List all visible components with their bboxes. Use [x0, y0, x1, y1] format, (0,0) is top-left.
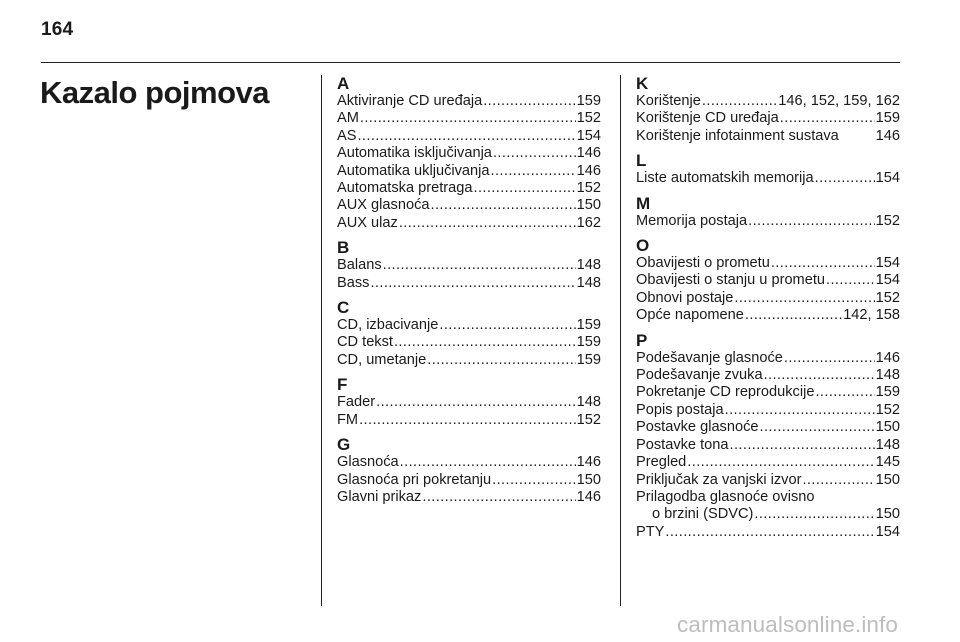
- index-page-numbers: 146: [576, 454, 601, 471]
- dot-leader: [370, 275, 575, 292]
- index-entry: [636, 350, 900, 367]
- index-term: Balans: [337, 257, 382, 274]
- index-entry: [337, 317, 601, 334]
- index-page-numbers: 148: [875, 367, 900, 384]
- index-term: CD, izbacivanje: [337, 317, 439, 334]
- index-entry: [636, 110, 900, 127]
- index-term: Priključak za vanjski izvor: [636, 471, 802, 488]
- watermark: carmanualsonline.info: [677, 612, 898, 637]
- index-term: Postavke glasnoće: [636, 419, 759, 436]
- index-entry: [337, 163, 601, 180]
- index-page-numbers: 148: [875, 436, 900, 453]
- index-page-numbers: 146: [576, 162, 601, 179]
- index-page-numbers: 150: [875, 419, 900, 436]
- dot-leader: [784, 350, 875, 367]
- index-term: AS: [337, 127, 357, 144]
- dot-leader: [399, 215, 576, 232]
- index-letter-heading: C: [337, 298, 350, 318]
- dot-leader: [687, 454, 874, 471]
- dot-leader: [422, 489, 575, 506]
- index-page-numbers: 146: [576, 145, 601, 162]
- index-page-numbers: 154: [576, 127, 601, 144]
- dot-leader: [665, 524, 874, 541]
- index-page-numbers: 152: [576, 411, 601, 428]
- index-entry: [337, 489, 601, 506]
- index-page-numbers: 152: [875, 401, 900, 418]
- index-letter-heading: B: [337, 238, 350, 258]
- index-term: PTY: [636, 523, 665, 540]
- index-entry: [337, 352, 601, 369]
- dot-leader: [376, 394, 576, 411]
- index-entry: [337, 454, 601, 471]
- index-term: Automatska pretraga: [337, 180, 473, 197]
- index-page-numbers: 159: [576, 334, 601, 351]
- index-page-numbers: 162: [576, 214, 601, 231]
- dot-leader: [734, 290, 874, 307]
- index-page-numbers: 148: [576, 394, 601, 411]
- index-page-numbers: 154: [875, 170, 900, 187]
- index-entry: [337, 215, 601, 232]
- dot-leader: [815, 384, 874, 401]
- index-letter-heading: G: [337, 435, 351, 455]
- index-entry: [337, 472, 601, 489]
- index-term: Podešavanje glasnoće: [636, 349, 783, 366]
- index-letter-heading: A: [337, 74, 350, 93]
- index-term: Automatika isključivanja: [337, 145, 492, 162]
- index-term: Fader: [337, 394, 376, 411]
- index-term: Glasnoća: [337, 454, 399, 471]
- index-page-numbers: 159: [875, 384, 900, 401]
- dot-leader: [492, 472, 576, 489]
- index-page-numbers: 159: [576, 93, 601, 109]
- index-term: CD tekst: [337, 334, 393, 351]
- header-rule: [41, 62, 900, 63]
- dot-leader: [400, 454, 576, 471]
- index-entry: [337, 110, 601, 127]
- index-entry: [337, 257, 601, 274]
- index-page-numbers: 148: [576, 257, 601, 274]
- index-entry: [636, 170, 900, 187]
- dot-leader: [473, 180, 575, 197]
- dot-leader: [815, 170, 875, 187]
- column-divider: [321, 75, 322, 606]
- index-term: Postavke tona: [636, 436, 729, 453]
- index-term: Obnovi postaje: [636, 289, 734, 306]
- index-term: Prilagodba glasnoće ovisno: [636, 488, 815, 505]
- index-letter-heading: F: [337, 375, 348, 395]
- index-entry: [337, 180, 601, 197]
- index-page-numbers: 154: [875, 272, 900, 289]
- dot-leader: [394, 334, 576, 351]
- index-page-numbers: 150: [576, 197, 601, 214]
- index-entry: [337, 128, 601, 145]
- index-term: Obavijesti o stanju u prometu: [636, 272, 826, 289]
- index-entry: [337, 394, 601, 411]
- index-entry: [636, 128, 900, 145]
- index-term: AUX ulaz: [337, 214, 398, 231]
- index-entry: [337, 145, 601, 162]
- dot-leader: [730, 437, 875, 454]
- dot-leader: [491, 163, 576, 180]
- dot-leader: [802, 472, 874, 489]
- dot-leader: [771, 255, 875, 272]
- index-term: AUX glasnoća: [337, 197, 430, 214]
- index-entry: [636, 524, 900, 541]
- index-page-numbers: 152: [576, 110, 601, 127]
- dot-leader: [483, 93, 575, 110]
- index-page-numbers: 152: [875, 212, 900, 229]
- column-divider: [620, 75, 621, 606]
- index-entry: [337, 412, 601, 429]
- dot-leader: [764, 367, 875, 384]
- index-page-numbers: 152: [576, 180, 601, 197]
- index-page-numbers: 146, 152, 159, 162: [778, 93, 900, 109]
- dot-leader: [780, 110, 875, 127]
- dot-leader: [383, 257, 576, 274]
- index-term: Glavni prikaz: [337, 488, 422, 505]
- index-term: FM: [337, 411, 359, 428]
- index-entry: [636, 213, 900, 230]
- index-entry: [636, 272, 900, 289]
- dot-leader: [702, 93, 777, 110]
- index-entry: [636, 472, 900, 489]
- index-page-numbers: 150: [875, 506, 900, 523]
- dot-leader: [760, 419, 875, 436]
- dot-leader: [439, 317, 575, 334]
- dot-leader: [745, 307, 842, 324]
- dot-leader: [493, 145, 576, 162]
- index-page-numbers: 142, 158: [843, 307, 900, 324]
- index-letter-heading: O: [636, 236, 650, 256]
- index-entry: [636, 402, 900, 419]
- index-entry: [636, 307, 900, 324]
- index-letter-heading: K: [636, 74, 649, 93]
- index-term: Memorija postaja: [636, 212, 748, 229]
- index-term: Automatika uključivanja: [337, 162, 490, 179]
- index-entry: [636, 506, 900, 523]
- index-term: Korištenje: [636, 93, 701, 109]
- index-term: Pokretanje CD reprodukcije: [636, 384, 815, 401]
- index-page-numbers: 152: [875, 289, 900, 306]
- index-term: Glasnoća pri pokretanju: [337, 471, 492, 488]
- index-letter-heading: M: [636, 193, 651, 213]
- index-term: Korištenje infotainment sustava: [636, 127, 839, 144]
- dot-leader: [725, 402, 875, 419]
- index-term: Aktiviranje CD uređaja: [337, 93, 483, 109]
- index-entry: [636, 454, 900, 471]
- index-entry: [636, 290, 900, 307]
- index-entry: [337, 275, 601, 292]
- index-letter-heading: L: [636, 151, 647, 171]
- dot-leader: [754, 506, 874, 523]
- dot-leader: [430, 197, 575, 214]
- index-page-numbers: 146: [875, 349, 900, 366]
- dot-leader: [748, 213, 875, 230]
- index-term: Podešavanje zvuka: [636, 367, 763, 384]
- index-page-numbers: 148: [576, 274, 601, 291]
- index-entry: [337, 93, 601, 110]
- dot-leader: [357, 128, 575, 145]
- index-page-numbers: 146: [875, 127, 900, 144]
- index-page-numbers: 159: [576, 317, 601, 334]
- dot-leader: [360, 110, 576, 127]
- index-term: o brzini (SDVC): [652, 506, 754, 523]
- index-page-numbers: 146: [576, 488, 601, 505]
- index-entry: [337, 334, 601, 351]
- index-term: Pregled: [636, 454, 687, 471]
- index-page-numbers: 159: [875, 110, 900, 127]
- dot-leader: [359, 412, 576, 429]
- index-page-numbers: 159: [576, 351, 601, 368]
- index-entry: [636, 93, 900, 110]
- index-entry: [636, 255, 900, 272]
- index-entry: [636, 419, 900, 436]
- index-column-1: [337, 74, 601, 506]
- index-column-2: [636, 74, 900, 541]
- index-term: AM: [337, 110, 359, 127]
- index-term: Liste automatskih memorija: [636, 170, 814, 187]
- index-entry: [636, 489, 900, 506]
- index-page-numbers: 150: [576, 471, 601, 488]
- index-term: Korištenje CD uređaja: [636, 110, 779, 127]
- index-page-numbers: 145: [875, 454, 900, 471]
- index-entry: [636, 437, 900, 454]
- page-title: Kazalo pojmova: [40, 75, 269, 110]
- index-page-numbers: 154: [875, 255, 900, 272]
- index-entry: [636, 384, 900, 401]
- dot-leader: [427, 352, 575, 369]
- index-entry: [337, 197, 601, 214]
- index-term: Bass: [337, 274, 370, 291]
- index-page-numbers: 154: [875, 523, 900, 540]
- index-letter-heading: P: [636, 330, 648, 350]
- dot-leader: [826, 272, 875, 289]
- index-term: Obavijesti o prometu: [636, 255, 770, 272]
- index-page-numbers: 150: [875, 471, 900, 488]
- page-number: 164: [41, 19, 74, 40]
- index-term: Opće napomene: [636, 307, 744, 324]
- index-term: CD, umetanje: [337, 351, 427, 368]
- index-entry: [636, 367, 900, 384]
- index-term: Popis postaja: [636, 401, 724, 418]
